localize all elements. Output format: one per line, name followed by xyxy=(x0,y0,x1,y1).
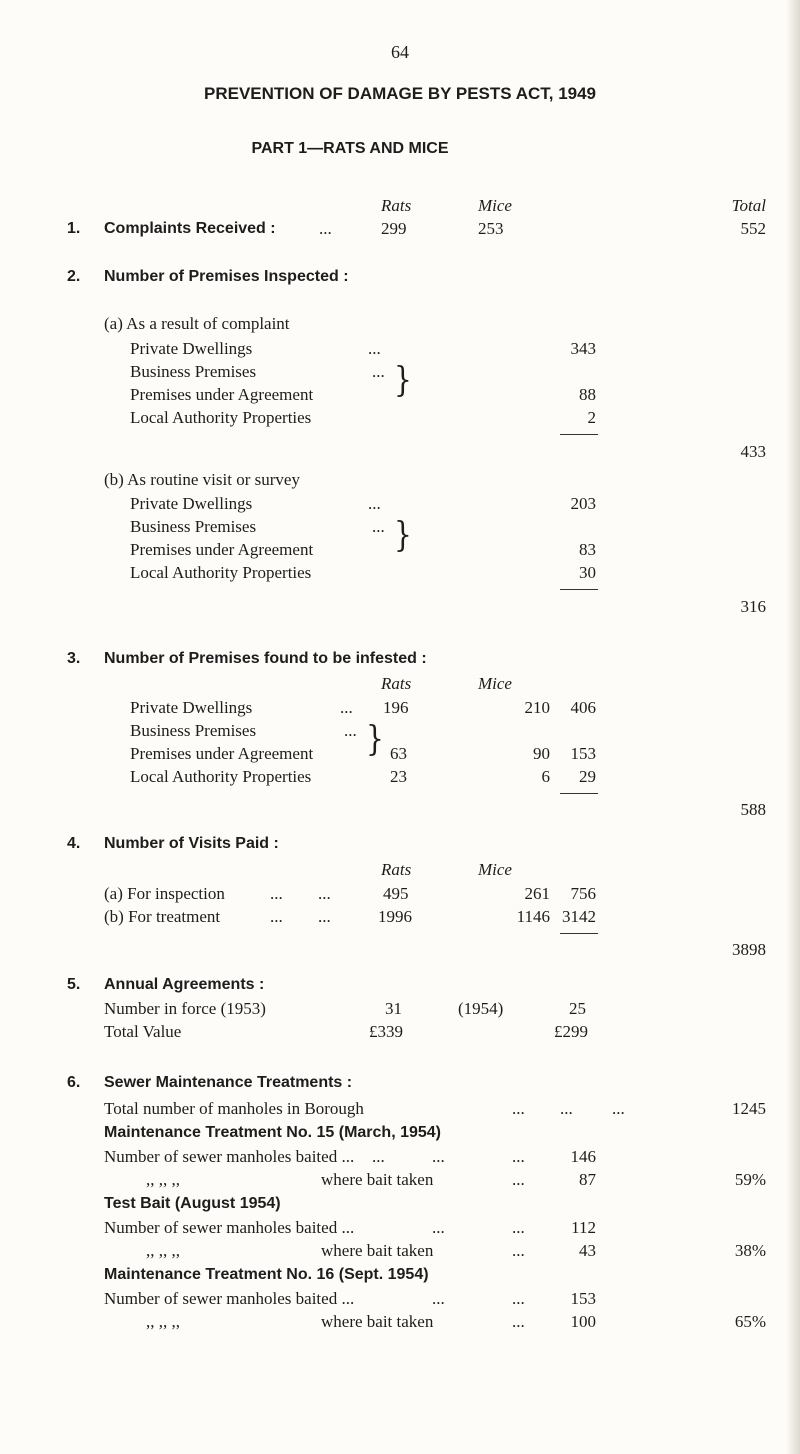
s1-total: 552 xyxy=(740,219,766,238)
leader-dots: ... xyxy=(318,884,331,903)
leader-dots: ... xyxy=(512,1147,525,1166)
s2a-label: (a) As a result of complaint xyxy=(104,314,290,333)
s3-agreement-label: Premises under Agreement xyxy=(130,744,314,763)
s4-label: Number of Visits Paid : xyxy=(104,835,279,852)
s4-treatment-label: (b) For treatment xyxy=(104,907,221,926)
leader-dots: ... xyxy=(512,1241,525,1260)
s2b-private-label: Private Dwellings xyxy=(130,494,253,513)
brace: } xyxy=(394,358,412,400)
s3-business-label: Business Premises xyxy=(130,721,257,740)
s6-total: 1245 xyxy=(732,1099,766,1118)
s3-total: 588 xyxy=(740,800,766,819)
leader-dots: ... xyxy=(372,1147,385,1166)
s6-test-taken-label: where bait taken xyxy=(321,1241,434,1260)
s6-mt16-taken-label: where bait taken xyxy=(321,1312,434,1331)
s3-label: Number of Premises found to be infested : xyxy=(104,650,427,667)
brace: } xyxy=(366,717,384,759)
s1-mice: 253 xyxy=(478,219,504,238)
s3-private-mice: 210 xyxy=(524,698,550,717)
s2a-private-label: Private Dwellings xyxy=(130,339,253,358)
ditto-marks: ,, ,, ,, xyxy=(146,1241,180,1260)
s2a-business-agreement: 88 xyxy=(579,385,596,404)
page-title: PREVENTION OF DAMAGE BY PESTS ACT, 1949 xyxy=(203,84,597,103)
s4-inspection-sum: 756 xyxy=(570,884,596,903)
s3-ba-sum: 153 xyxy=(570,744,596,763)
s5-value-1954: £299 xyxy=(554,1022,588,1041)
col-header-rats: Rats xyxy=(381,196,412,215)
s6-mt16-baited: 153 xyxy=(570,1289,596,1308)
s2a-agreement-label: Premises under Agreement xyxy=(130,385,314,404)
s4-total: 3898 xyxy=(732,940,766,959)
col-header-mice: Mice xyxy=(478,196,512,215)
leader-dots: ... xyxy=(512,1099,525,1118)
leader-dots: ... xyxy=(270,907,283,926)
s2b-local-label: Local Authority Properties xyxy=(130,563,312,582)
s4-inspection-mice: 261 xyxy=(524,884,550,903)
s4-col-rats: Rats xyxy=(381,860,412,879)
page-subtitle: PART 1—RATS AND MICE xyxy=(251,140,449,157)
s6-test-baited-label: Number of sewer manholes baited ... xyxy=(104,1218,355,1237)
s2b-private: 203 xyxy=(570,494,596,513)
s5-number: 5. xyxy=(67,976,81,993)
s5-force-1954: 25 xyxy=(569,999,586,1018)
leader-dots: ... xyxy=(318,907,331,926)
leader-dots: ... xyxy=(344,721,357,740)
s2b-label: (b) As routine visit or survey xyxy=(104,470,300,489)
s2-label: Number of Premises Inspected : xyxy=(104,268,349,285)
leader-dots: ... xyxy=(319,219,332,238)
s6-number: 6. xyxy=(67,1074,81,1091)
s5-year-1954: (1954) xyxy=(458,999,504,1018)
s3-col-mice: Mice xyxy=(478,674,512,693)
s6-test-pct: 38% xyxy=(734,1241,766,1260)
s6-test-label: Test Bait (August 1954) xyxy=(104,1195,281,1212)
s6-label: Sewer Maintenance Treatments : xyxy=(104,1074,353,1091)
page-edge-shadow xyxy=(786,0,800,1454)
col-header-total: Total xyxy=(731,196,766,215)
leader-dots: ... xyxy=(512,1289,525,1308)
leader-dots: ... xyxy=(372,362,385,381)
s6-mt15-label: Maintenance Treatment No. 15 (March, 1954) xyxy=(104,1124,441,1141)
s1-rats: 299 xyxy=(381,219,407,238)
s2b-business-agreement: 83 xyxy=(579,540,596,559)
s2a-private: 343 xyxy=(570,339,596,358)
s6-mt15-taken: 87 xyxy=(579,1170,596,1189)
subtotal-rule xyxy=(560,793,598,794)
leader-dots: ... xyxy=(432,1289,445,1308)
brace: } xyxy=(394,513,412,555)
leader-dots: ... xyxy=(432,1147,445,1166)
s2b-total: 316 xyxy=(740,597,766,616)
s5-force-1953: 31 xyxy=(385,999,402,1018)
s6-mt16-baited-label: Number of sewer manholes baited ... xyxy=(104,1289,355,1308)
leader-dots: ... xyxy=(512,1170,525,1189)
s4-number: 4. xyxy=(67,835,81,852)
s4-treatment-sum: 3142 xyxy=(562,907,596,926)
s3-col-rats: Rats xyxy=(381,674,412,693)
s3-local-rats: 23 xyxy=(390,767,407,786)
s6-mt15-taken-label: where bait taken xyxy=(321,1170,434,1189)
s3-private-sum: 406 xyxy=(570,698,596,717)
subtotal-rule xyxy=(560,933,598,934)
s2a-total: 433 xyxy=(740,442,766,461)
s6-mt16-pct: 65% xyxy=(734,1312,766,1331)
subtotal-rule xyxy=(560,434,598,435)
s6-mt15-baited: 146 xyxy=(570,1147,596,1166)
ditto-marks: ,, ,, ,, xyxy=(146,1312,180,1331)
s2b-agreement-label: Premises under Agreement xyxy=(130,540,314,559)
leader-dots: ... xyxy=(560,1099,573,1118)
s3-private-rats: 196 xyxy=(383,698,409,717)
s4-col-mice: Mice xyxy=(478,860,512,879)
s2b-business-label: Business Premises xyxy=(130,517,257,536)
s5-force-label: Number in force (1953) xyxy=(104,999,266,1018)
s4-treatment-rats: 1996 xyxy=(378,907,412,926)
leader-dots: ... xyxy=(368,494,381,513)
s5-value-1953: £339 xyxy=(369,1022,403,1041)
s5-value-label: Total Value xyxy=(104,1022,182,1041)
ditto-marks: ,, ,, ,, xyxy=(146,1170,180,1189)
s5-label: Annual Agreements : xyxy=(104,976,265,993)
s6-total-label: Total number of manholes in Borough xyxy=(104,1099,364,1118)
leader-dots: ... xyxy=(512,1218,525,1237)
leader-dots: ... xyxy=(512,1312,525,1331)
s3-local-label: Local Authority Properties xyxy=(130,767,312,786)
s2-number: 2. xyxy=(67,268,81,285)
s2a-local: 2 xyxy=(587,408,596,427)
s3-private-label: Private Dwellings xyxy=(130,698,253,717)
s6-mt16-label: Maintenance Treatment No. 16 (Sept. 1954) xyxy=(104,1266,429,1283)
s6-mt15-baited-label: Number of sewer manholes baited ... xyxy=(104,1147,355,1166)
s4-inspection-label: (a) For inspection xyxy=(104,884,225,903)
s2a-local-label: Local Authority Properties xyxy=(130,408,312,427)
s6-mt15-pct: 59% xyxy=(734,1170,766,1189)
leader-dots: ... xyxy=(372,517,385,536)
s6-mt16-taken: 100 xyxy=(570,1312,596,1331)
s4-inspection-rats: 495 xyxy=(383,884,409,903)
s3-local-mice: 6 xyxy=(541,767,550,786)
leader-dots: ... xyxy=(270,884,283,903)
s4-treatment-mice: 1146 xyxy=(516,907,550,926)
s3-ba-rats: 63 xyxy=(390,744,407,763)
leader-dots: ... xyxy=(340,698,353,717)
page-number: 64 xyxy=(391,42,409,62)
s6-test-baited: 112 xyxy=(571,1218,596,1237)
leader-dots: ... xyxy=(612,1099,625,1118)
s6-test-taken: 43 xyxy=(579,1241,596,1260)
s3-local-sum: 29 xyxy=(579,767,596,786)
s2b-local: 30 xyxy=(579,563,596,582)
s2a-business-label: Business Premises xyxy=(130,362,257,381)
s3-ba-mice: 90 xyxy=(533,744,550,763)
s1-label: Complaints Received : xyxy=(104,220,276,237)
subtotal-rule xyxy=(560,589,598,590)
leader-dots: ... xyxy=(368,339,381,358)
s1-number: 1. xyxy=(67,220,81,237)
s3-number: 3. xyxy=(67,650,81,667)
leader-dots: ... xyxy=(432,1218,445,1237)
